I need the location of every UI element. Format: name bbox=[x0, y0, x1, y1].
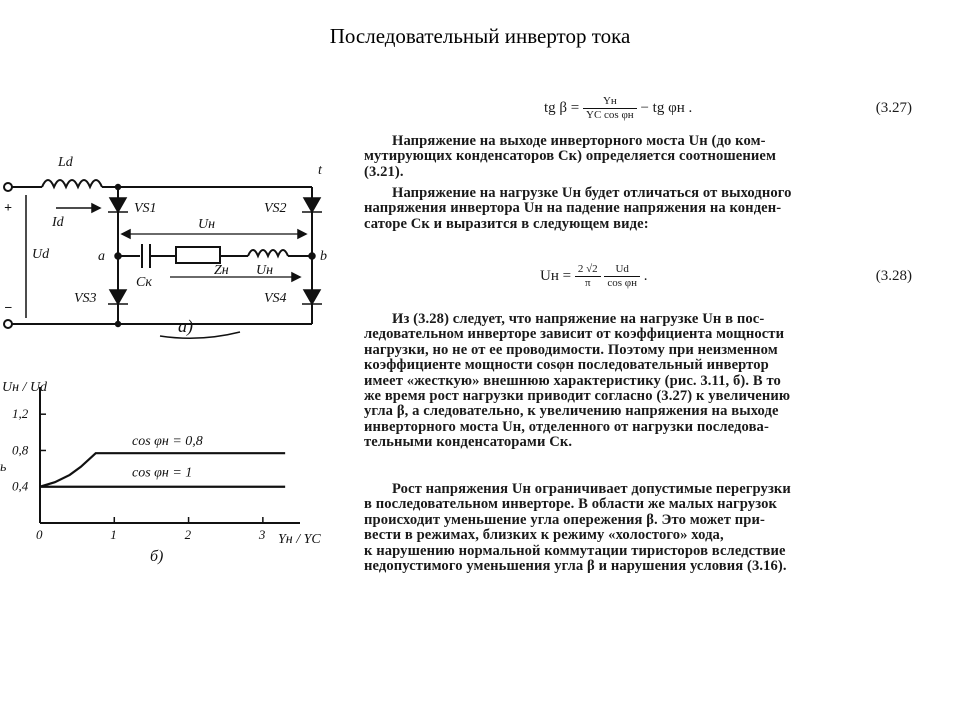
chart-y-side-label: ь bbox=[0, 460, 7, 475]
chart-xlabel: Yн / YC bbox=[278, 532, 321, 547]
label-plus: + bbox=[4, 201, 12, 216]
plus-terminal bbox=[4, 183, 12, 191]
text-line: коэффициенте мощности cosφн последовательный инвертор bbox=[364, 358, 769, 374]
eq328-num: Ud bbox=[604, 263, 640, 277]
eq328-coefficient bbox=[575, 263, 601, 290]
eq327-den: YC cos φн bbox=[586, 109, 634, 122]
label-ck: Cк bbox=[136, 275, 152, 290]
label-minus: − bbox=[4, 301, 13, 316]
inductor-load bbox=[248, 250, 288, 256]
thyristor-vs2 bbox=[304, 198, 320, 212]
eq328-coef-num: 2 √2 bbox=[575, 263, 601, 277]
eq328-end: . bbox=[643, 268, 648, 284]
label-zn: Zн bbox=[214, 263, 229, 278]
eq327-num: Yн bbox=[583, 95, 637, 109]
chart-caption: б) bbox=[150, 548, 164, 565]
thyristor-vs3 bbox=[110, 290, 126, 304]
inverter-circuit-diagram bbox=[0, 150, 330, 340]
text-block bbox=[364, 90, 920, 600]
text-line: в последовательном инверторе. В области же малых нагрузок bbox=[364, 497, 777, 513]
label-b: b bbox=[320, 249, 327, 264]
circuit-caption: а) bbox=[178, 316, 193, 336]
label-a: a bbox=[98, 249, 105, 264]
text-line: саторе Cк и выразится в следующем виде: bbox=[364, 216, 649, 232]
eq328-den: cos φн bbox=[607, 277, 638, 290]
paragraph-3 bbox=[364, 312, 912, 451]
label-un-top: Uн bbox=[198, 217, 216, 232]
series-label-cos-1: cos φн = 1 bbox=[132, 465, 193, 481]
text-line: имеет «жесткую» внешнюю характеристику (рис. 3.11, б). В то bbox=[364, 373, 781, 389]
x-tick-label: 3 bbox=[258, 527, 266, 542]
eq328-number: (3.28) bbox=[875, 268, 912, 284]
x-tick-label: 1 bbox=[110, 527, 117, 542]
eq328-coef-den: π bbox=[584, 277, 591, 290]
thyristor-vs1 bbox=[110, 198, 126, 212]
eq327-fraction bbox=[583, 95, 637, 122]
text-line: тельными конденсаторами Cк. bbox=[364, 435, 573, 451]
chart-ylabel: Uн / Ud bbox=[2, 380, 48, 395]
impedance-zn bbox=[176, 247, 220, 263]
text-line: Из (3.28) следует, что напряжение на нагрузке Uн в пос- bbox=[392, 312, 765, 327]
text-line: (3.21). bbox=[364, 164, 404, 180]
paragraph-1 bbox=[364, 134, 912, 180]
text-line: к нарушению нормальной коммутации тиристоров вследствие bbox=[364, 543, 786, 559]
paragraph-4 bbox=[364, 482, 912, 574]
text-line: Напряжение на нагрузке Uн будет отличаться от выходного bbox=[392, 186, 792, 201]
label-vs4: VS4 bbox=[264, 291, 287, 306]
eq327-rhs: − tg φн . bbox=[640, 100, 693, 116]
text-line: ледовательном инверторе зависит от коэффициента мощности bbox=[364, 327, 785, 343]
text-line: Рост напряжения Uн ограничивает допустимые перегрузки bbox=[392, 482, 791, 497]
y-tick-label: 0,4 bbox=[12, 478, 29, 494]
equation-3-28 bbox=[364, 254, 920, 298]
text-line: недопустимого уменьшения угла β и нарушения условия (3.16). bbox=[364, 559, 787, 575]
series-label-cos-08: cos φн = 0,8 bbox=[132, 434, 203, 450]
external-characteristic-chart bbox=[0, 375, 340, 575]
x-tick-label: 2 bbox=[184, 527, 192, 542]
text-line: же время рост нагрузки приводит согласно (3.27) к увеличению bbox=[364, 389, 791, 405]
x-tick-label: 0 bbox=[36, 527, 43, 542]
text-line: происходит уменьшение угла опережения β. Это может при- bbox=[364, 512, 765, 528]
label-vs3: VS3 bbox=[74, 291, 97, 306]
minus-terminal bbox=[4, 320, 12, 328]
eq327-lhs: tg β = bbox=[544, 100, 580, 116]
text-line: мутирующих конденсаторов Cк) определяется соотношением bbox=[364, 149, 777, 165]
inductor-ld bbox=[42, 180, 102, 187]
y-tick-label: 1,2 bbox=[12, 406, 29, 422]
text-line: напряжения инвертора Uн на падение напряжения на конден- bbox=[364, 201, 782, 217]
text-line: нагрузки, но не от ее проводимости. Поэтому при неизменном bbox=[364, 342, 778, 358]
eq327-number: (3.27) bbox=[875, 100, 912, 116]
label-vs2: VS2 bbox=[264, 201, 287, 216]
label-id: Id bbox=[52, 215, 64, 230]
page-title: Последовательный инвертор тока bbox=[329, 24, 631, 48]
eq328-lhs: Uн = bbox=[540, 268, 572, 284]
label-ld: Ld bbox=[58, 155, 73, 170]
text-line: вести в режимах, близких к режиму «холостого» хода, bbox=[364, 528, 724, 544]
label-un-bottom: Uн bbox=[256, 263, 274, 278]
label-vs1: VS1 bbox=[134, 201, 157, 216]
thyristor-vs4 bbox=[304, 290, 320, 304]
y-tick-label: 0,8 bbox=[12, 442, 29, 458]
label-t: t bbox=[318, 163, 322, 178]
text-line: инверторного моста Uн, отделенного от нагрузки последова- bbox=[364, 419, 769, 435]
eq328-fraction bbox=[604, 263, 640, 290]
text-line: угла β, а следовательно, к увеличению напряжения на выходе bbox=[364, 404, 779, 420]
equation-3-27 bbox=[364, 90, 920, 126]
paragraph-2 bbox=[364, 186, 912, 232]
label-ud: Ud bbox=[32, 247, 50, 262]
text-line: Напряжение на выходе инверторного моста Uн (до ком- bbox=[392, 134, 766, 149]
